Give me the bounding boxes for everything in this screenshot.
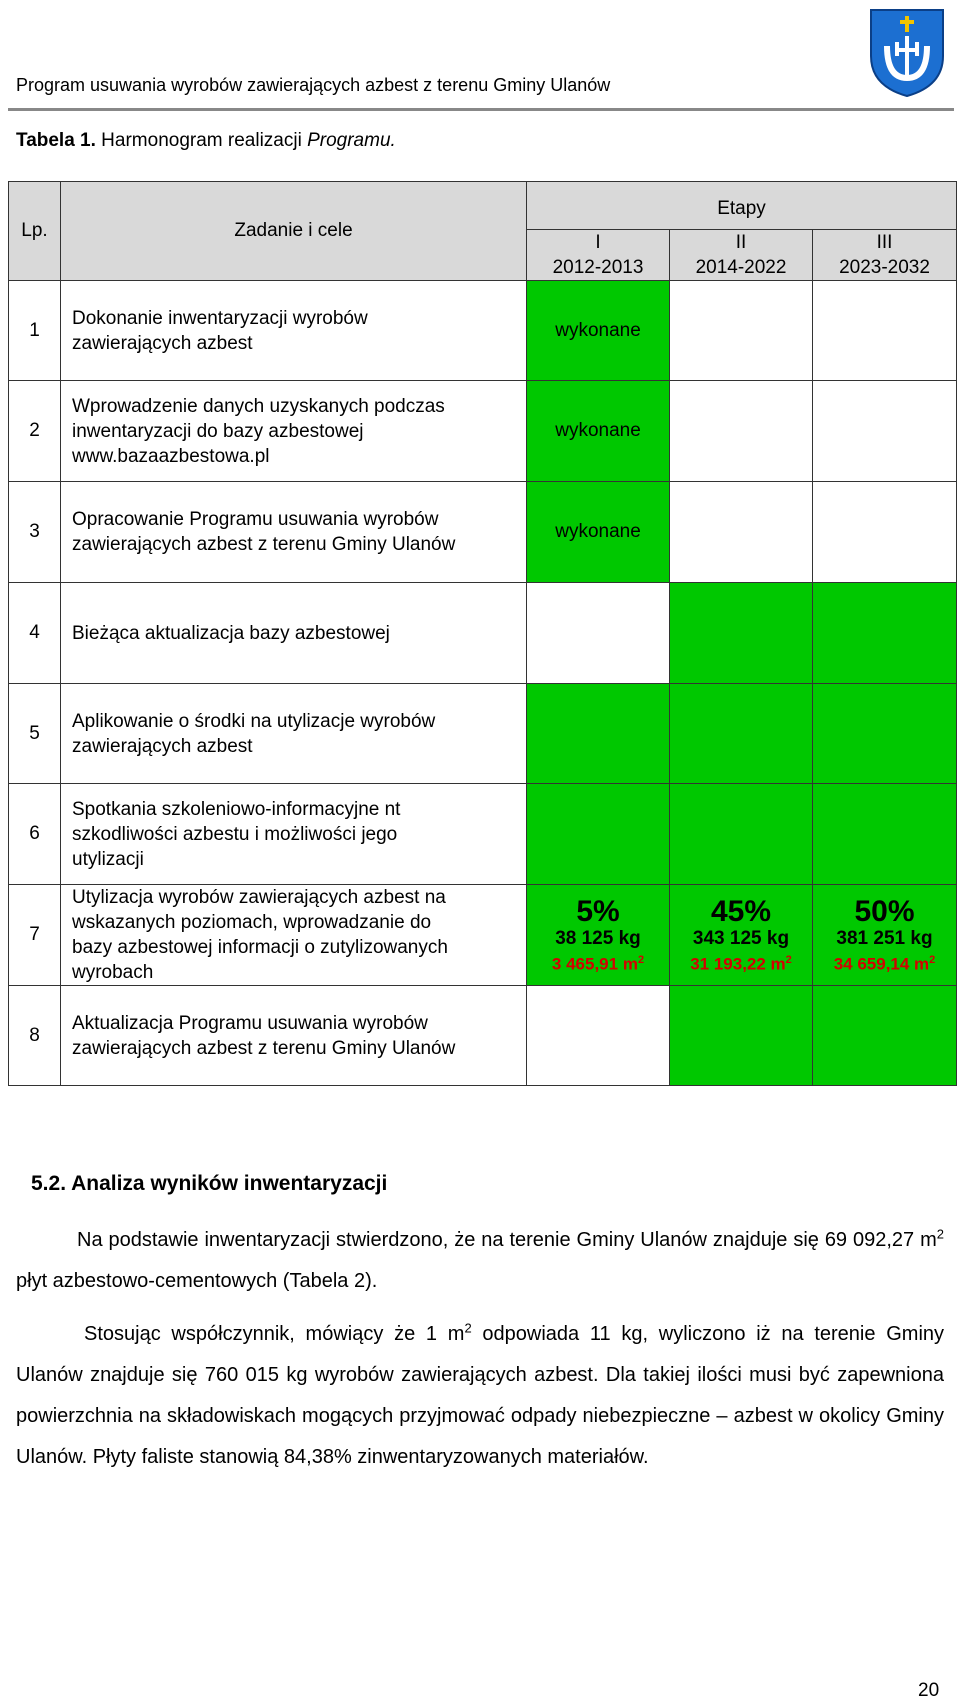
stage-2-header: II 2014-2022 <box>670 230 813 281</box>
stage-2-cell <box>670 381 813 482</box>
column-header-task: Zadanie i cele <box>61 182 527 281</box>
row-number: 3 <box>9 482 61 583</box>
caption-label: Tabela 1. <box>16 130 96 151</box>
stage-2-cell-active <box>670 684 813 784</box>
task-cell: Opracowanie Programu usuwania wyrobów zawierających azbest z terenu Gminy Ulanów <box>61 482 527 583</box>
table-row <box>9 381 957 482</box>
schedule-table <box>8 181 957 1086</box>
table-row <box>9 281 957 381</box>
paragraph-2: Stosując współczynnik, mówiący że 1 $m^2$ odpowiada 11 kg, wyliczono iż na terenie Gminy Ulanów znajduje się 760 015 kg wyrobów zawierających azbest. Dla takiej ilości musi być zapewniona powierzchnia na składowiskach mogących przyjmować odpady niebezpieczne – azbest w okolicy Gminy Ulanów. Płyty faliste stanowią 84,38% zinwentaryzowanych materiałów. <box>16 1320 945 1468</box>
crest-icon <box>867 6 947 98</box>
stage-2-cell-active <box>670 583 813 684</box>
table-caption <box>16 130 396 152</box>
task-cell: Spotkania szkoleniowo-informacyjne nt szkodliwości azbestu i możliwości jego utylizacji <box>61 784 527 885</box>
section-heading: 5.2. Analiza wyników inwentaryzacji <box>31 1172 388 1195</box>
task-cell: Bieżąca aktualizacja bazy azbestowej <box>61 583 527 684</box>
table-row <box>9 784 957 885</box>
stage-2-target: 45% 343 125 kg 31 193,22 $m^2$ <box>670 885 813 986</box>
caption-text: Harmonogram realizacji <box>95 130 308 151</box>
stage-1-status: wykonane <box>527 281 670 381</box>
row-number: 4 <box>9 583 61 684</box>
stage-2-cell-active <box>670 986 813 1086</box>
stage-2-cell <box>670 482 813 583</box>
task-cell: Aplikowanie o środki na utylizacje wyrobów zawierających azbest <box>61 684 527 784</box>
column-header-lp: Lp. <box>9 182 61 281</box>
stage-2-cell <box>670 281 813 381</box>
paragraph-1: Na podstawie inwentaryzacji stwierdzono, że na terenie Gminy Ulanów znajduje się 69 092,27 $m^2$ płyt azbestowo-cementowych (Tabela 2). <box>16 1226 944 1292</box>
stage-3-cell-active <box>813 583 957 684</box>
stage-3-cell-active <box>813 986 957 1086</box>
stage-1-header: I 2012-2013 <box>527 230 670 281</box>
stage-3-target: 50% 381 251 kg 34 659,14 $m^2$ <box>813 885 957 986</box>
table-row <box>9 482 957 583</box>
stage-3-cell-active <box>813 784 957 885</box>
task-cell: Dokonanie inwentaryzacji wyrobów zawierających azbest <box>61 281 527 381</box>
document-header-title: Program usuwania wyrobów zawierających azbest z terenu Gminy Ulanów <box>16 75 611 95</box>
table-row <box>9 986 957 1086</box>
page-number: 20 <box>918 1680 940 1701</box>
task-cell: Wprowadzenie danych uzyskanych podczas inwentaryzacji do bazy azbestowej www.bazaazbestowa.pl <box>61 381 527 482</box>
column-header-stages: Etapy <box>527 182 957 230</box>
task-cell: Utylizacja wyrobów zawierających azbest na wskazanych poziomach, wprowadzanie do bazy azbestowej informacji o zutylizowanych wyrobach <box>61 885 527 986</box>
stage-1-cell <box>527 986 670 1086</box>
row-number: 2 <box>9 381 61 482</box>
stage-1-status: wykonane <box>527 482 670 583</box>
stage-1-cell-active <box>527 684 670 784</box>
table-row <box>9 885 957 986</box>
header-divider <box>8 108 954 111</box>
task-cell: Aktualizacja Programu usuwania wyrobów zawierających azbest z terenu Gminy Ulanów <box>61 986 527 1086</box>
stage-1-status: wykonane <box>527 381 670 482</box>
table-row <box>9 684 957 784</box>
caption-italic: Programu. <box>307 130 396 151</box>
row-number: 7 <box>9 885 61 986</box>
row-number: 6 <box>9 784 61 885</box>
stage-3-cell <box>813 381 957 482</box>
stage-3-header: III 2023-2032 <box>813 230 957 281</box>
table-row <box>9 583 957 684</box>
stage-3-cell-active <box>813 684 957 784</box>
stage-1-cell <box>527 583 670 684</box>
stage-2-cell-active <box>670 784 813 885</box>
stage-3-cell <box>813 482 957 583</box>
stage-1-target: 5% 38 125 kg 3 465,91 $m^2$ <box>527 885 670 986</box>
row-number: 5 <box>9 684 61 784</box>
row-number: 8 <box>9 986 61 1086</box>
row-number: 1 <box>9 281 61 381</box>
stage-3-cell <box>813 281 957 381</box>
stage-1-cell-active <box>527 784 670 885</box>
